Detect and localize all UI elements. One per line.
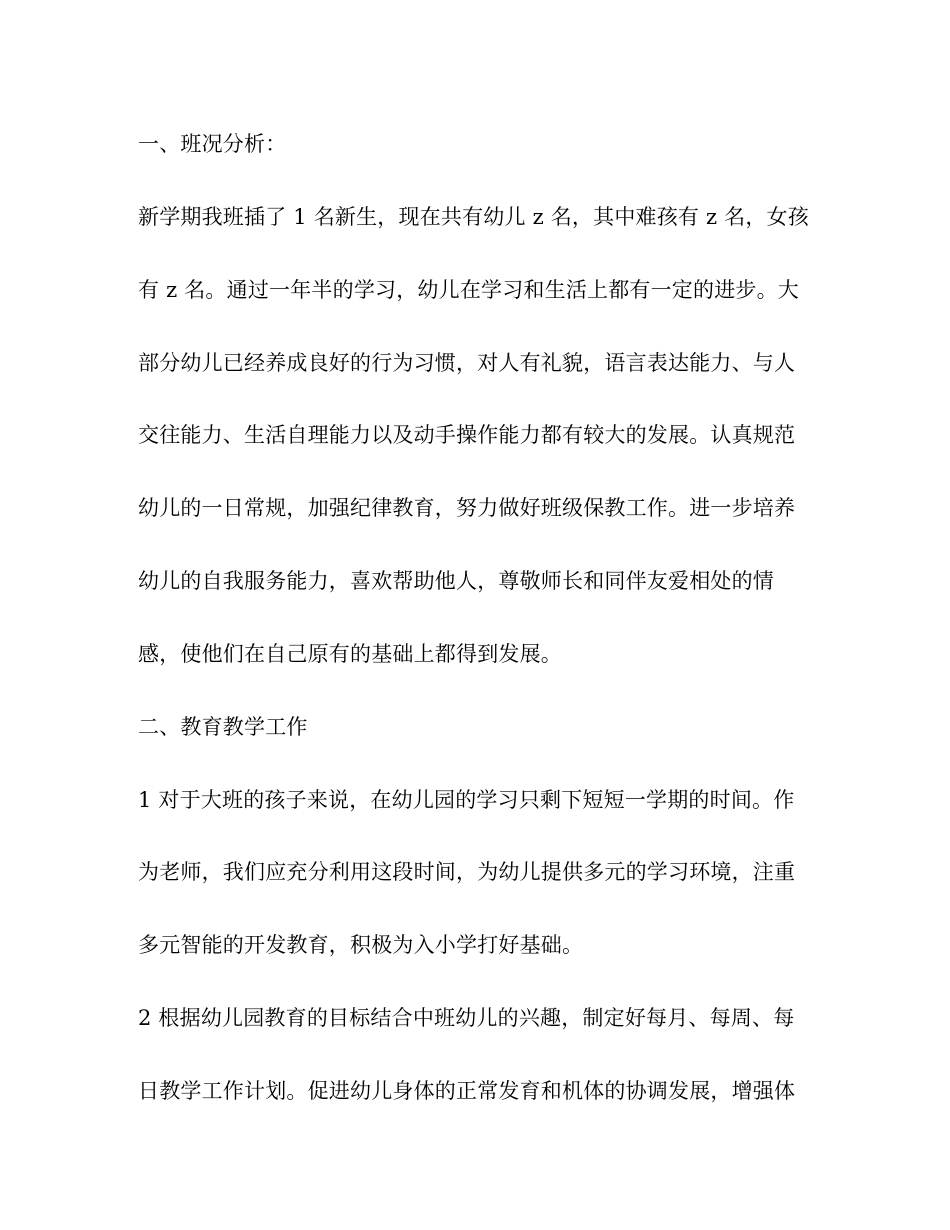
list-item-line: 1 对于大班的孩子来说，在幼儿园的学习只剩下短短一学期的时间。作 (138, 788, 795, 812)
section-heading-class-analysis: 一、班况分析： (138, 132, 287, 156)
paragraph-line: 部分幼儿已经养成良好的行为习惯，对人有礼貌，语言表达能力、与人 (138, 351, 796, 375)
paragraph-line: 幼儿的自我服务能力，喜欢帮助他人，尊敬师长和同伴友爱相处的情 (138, 569, 774, 593)
paragraph-line: 交往能力、生活自理能力以及动手操作能力都有较大的发展。认真规范 (138, 423, 796, 447)
list-item-line: 多元智能的开发教育，积极为入小学打好基础。 (138, 933, 584, 957)
paragraph-line: 新学期我班插了 1 名新生，现在共有幼儿 z 名，其中难孩有 z 名，女孩 (138, 205, 809, 229)
list-item-line: 2 根据幼儿园教育的目标结合中班幼儿的兴趣，制定好每月、每周、每 (138, 1006, 795, 1030)
list-item-line: 日教学工作计划。促进幼儿身体的正常发育和机体的协调发展，增强体 (138, 1079, 796, 1103)
list-item-line: 为老师，我们应充分利用这段时间，为幼儿提供多元的学习环境，注重 (138, 860, 796, 884)
paragraph-line: 有 z 名。通过一年半的学习，幼儿在学习和生活上都有一定的进步。大 (138, 278, 800, 302)
section-heading-teaching-work: 二、教育教学工作 (138, 715, 308, 739)
paragraph-line: 感，使他们在自己原有的基础上都得到发展。 (138, 642, 562, 666)
paragraph-line: 幼儿的一日常规，加强纪律教育，努力做好班级保教工作。进一步培养 (138, 496, 796, 520)
